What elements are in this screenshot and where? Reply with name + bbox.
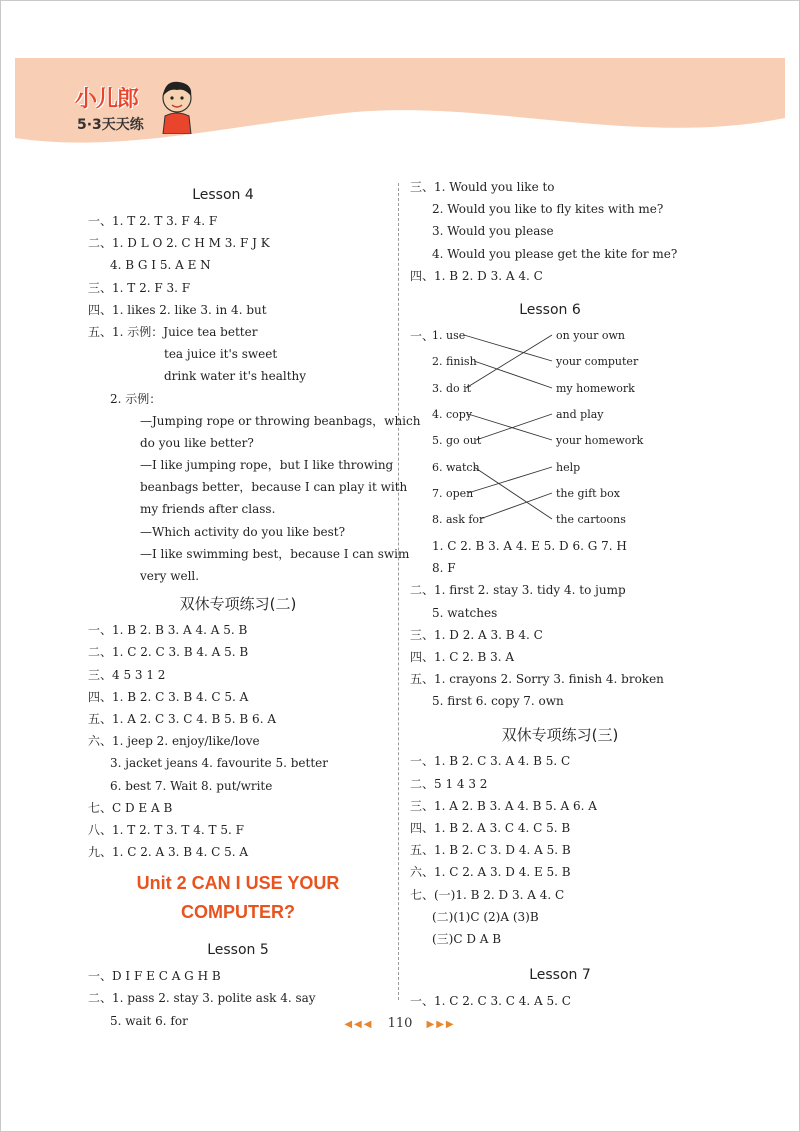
answer-line: 一、1. T 2. T 3. F 4. F [88,214,218,228]
lesson-4-heading: Lesson 4 [192,187,254,203]
answer-line: 5. watches [432,605,498,620]
unit-title-line-1: Unit 2 CAN I USE YOUR [136,873,340,894]
answer-line: my friends after class. [140,502,276,517]
matching-exercise [410,325,710,535]
match-left-item: 2. finish [432,354,477,368]
match-left-item: 6. watch [432,460,480,474]
answer-line: 二、1. C 2. C 3. B 4. A 5. B [88,645,249,660]
answer-line: 三、1. A 2. B 3. A 4. B 5. A 6. A [410,798,597,813]
match-left-item: 3. do it [432,381,472,395]
answer-line: 七、(一)1. B 2. D 3. A 4. C [410,887,565,902]
prev-arrows-icon: ◀◀◀ [344,1019,374,1030]
answer-line: —I like swimming best，because I can swim [140,546,410,561]
page-number: 110 [387,1016,413,1031]
answer-line: 一、1. B 2. B 3. A 4. A 5. B [88,623,248,638]
answer-line: do you like better? [140,435,254,450]
match-left-item: 1. use [432,328,466,342]
answer-line: very well. [140,569,200,583]
match-line [474,467,552,519]
answer-line: 6. best 7. Wait 8. put/write [110,778,273,793]
answer-line: 八、1. T 2. T 3. T 4. T 5. F [88,822,244,837]
lesson-5-heading: Lesson 5 [207,942,269,959]
match-right-item: the cartoons [556,512,626,526]
answer-line: tea juice it's sweet [164,347,278,362]
answer-line: 3. Would you please [432,224,554,239]
answer-line: 二、1. first 2. stay 3. tidy 4. to jump [410,583,626,598]
match-line [480,493,552,519]
match-left-item: 5. go out [432,433,482,447]
answer-line: 4. B G I 5. A E N [110,258,211,273]
answer-line: 四、1. likes 2. like 3. in 4. but [88,302,267,317]
answer-line: 四、1. B 2. A 3. C 4. C 5. B [410,821,571,835]
answer-line: 六、1. C 2. A 3. D 4. E 5. B [410,865,571,880]
answer-line: 六、1. jeep 2. enjoy/like/love [88,734,260,749]
match-prefix: 一、 [410,328,435,343]
answer-line: 二、1. pass 2. stay 3. polite ask 4. say [88,991,316,1006]
match-left-item: 7. open [432,486,474,500]
match-left-item: 4. copy [432,407,473,421]
lesson-7-heading: Lesson 7 [529,967,591,984]
answer-line: 三、4 5 3 1 2 [88,667,166,682]
answer-line: 五、1. crayons 2. Sorry 3. finish 4. broken [410,672,664,687]
match-right-item: my homework [556,381,635,395]
review-3-heading: 双休专项练习(三) [501,726,619,745]
answer-line: 5. first 6. copy 7. own [432,694,564,709]
answer-line: 3. jacket jeans 4. favourite 5. better [110,756,328,771]
review-2-heading: 双休专项练习(二) [179,595,297,614]
answer-line: 三、1. T 2. F 3. F [88,280,191,295]
match-right-item: the gift box [556,486,620,500]
publisher-logo [75,78,205,148]
answer-line: 五、1. A 2. C 3. C 4. B 5. B 6. A [88,711,276,726]
answer-line: 二、1. D L O 2. C H M 3. F J K [88,236,270,251]
answer-line: 一、D I F E C A G H B [88,969,221,984]
match-line [464,335,552,361]
match-right-item: help [556,460,581,474]
answer-line: beanbags better，because I can play it with [140,480,408,495]
matching-lines [410,325,710,535]
answer-line: —I like jumping rope，but I like throwing [140,458,394,473]
answer-line: 九、1. C 2. A 3. B 4. C 5. A [88,845,249,860]
unit-title-line-2: COMPUTER? [181,902,295,923]
answer-line: 2. 示例： [110,391,162,406]
answer-line: 二、5 1 4 3 2 [410,776,488,791]
match-right-item: and play [556,407,604,421]
answer-line: 五、1. B 2. C 3. D 4. A 5. B [410,843,571,858]
answer-line: drink water it's healthy [164,369,307,384]
answer-line: 8. F [432,561,456,576]
cartoon-boy-icon [157,78,197,134]
answer-line: 1. C 2. B 3. A 4. E 5. D 6. G 7. H [432,538,627,553]
answer-line: 三、1. D 2. A 3. B 4. C [410,627,543,642]
answer-line: (三)C D A B [432,931,502,946]
lesson-6-heading: Lesson 6 [519,301,581,318]
answer-line: 四、1. B 2. C 3. B 4. C 5. A [88,689,249,704]
answer-line: —Jumping rope or throwing beanbags，which [140,413,421,428]
answer-line: 三、1. Would you like to [410,180,555,194]
answer-line: 2. Would you like to fly kites with me? [432,202,664,217]
answer-line: 4. Would you please get the kite for me? [432,246,678,261]
answer-line: 一、1. C 2. C 3. C 4. A 5. C [410,994,571,1009]
answer-line: 5. wait 6. for [110,1013,188,1028]
match-right-item: your computer [556,354,639,368]
match-left-item: 8. ask for [432,512,485,526]
logo-subtitle: 5·3天天练 [77,117,144,133]
match-line [474,361,552,388]
logo-title: 小儿郎 [75,87,139,112]
answer-line: 一、1. B 2. C 3. A 4. B 5. C [410,754,571,769]
answer-line: —Which activity do you like best? [140,524,346,539]
right-column [410,176,710,1012]
match-right-item: on your own [556,328,626,342]
answer-line: 四、1. B 2. D 3. A 4. C [410,268,543,283]
answer-line: 七、C D E A B [88,800,173,815]
match-right-item: your homework [556,433,644,447]
match-line [466,335,552,388]
page-footer [0,1016,800,1031]
answer-line: 四、1. C 2. B 3. A [410,649,515,664]
next-arrows-icon: ▶▶▶ [426,1019,456,1030]
answer-line: 五、1. 示例：Juice tea better [88,324,258,339]
answer-line: (二)(1)C (2)A (3)B [432,909,539,924]
